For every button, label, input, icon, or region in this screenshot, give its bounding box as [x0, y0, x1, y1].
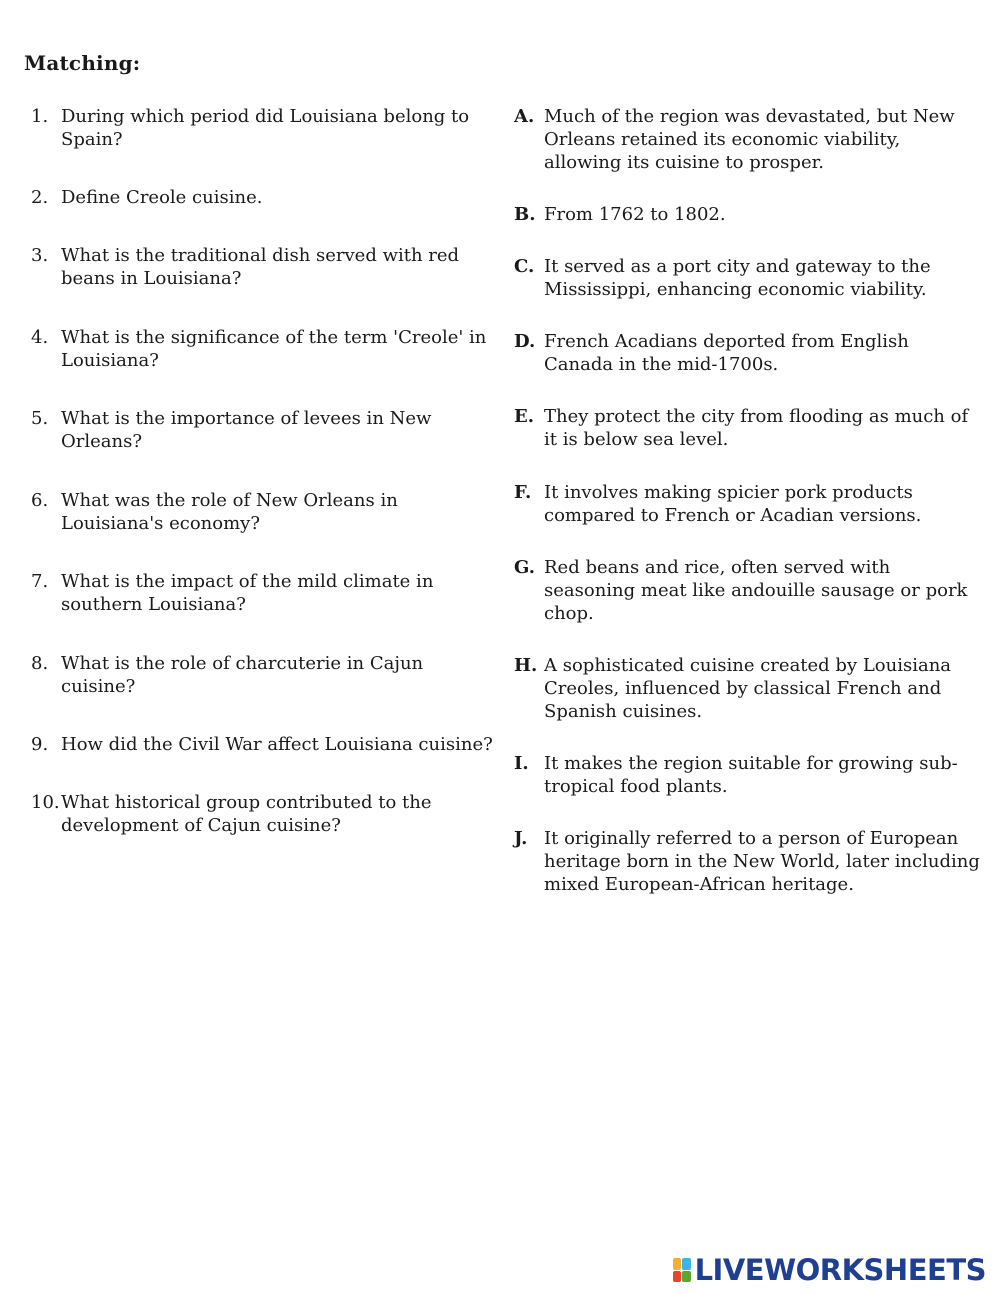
answer-text: From 1762 to 1802. — [544, 204, 726, 225]
answer-text: French Acadians deported from English Canada in the mid-1700s. — [544, 331, 909, 375]
question-number: 9. — [31, 734, 49, 755]
question-number: 2. — [31, 187, 49, 208]
answer-letter: E. — [514, 406, 534, 427]
answer-letter: G. — [514, 557, 535, 578]
answer-text: It originally referred to a person of European heritage born in the New World, later including mixed European-African heritage. — [544, 828, 980, 895]
question-text: What is the significance of the term 'Creole' in Louisiana? — [61, 327, 487, 371]
liveworksheets-brand — [673, 1254, 986, 1286]
answer-text: A sophisticated cuisine created by Louisiana Creoles, influenced by classical French and Spanish cuisines. — [544, 655, 952, 722]
answer-letter: J. — [514, 828, 528, 849]
question-text: What is the importance of levees in New Orleans? — [61, 408, 432, 452]
answer-text: It makes the region suitable for growing sub-tropical food plants. — [544, 753, 958, 797]
question-text: What was the role of New Orleans in Louisiana's economy? — [61, 490, 398, 534]
answer-letter: H. — [514, 655, 538, 676]
question-number: 5. — [31, 408, 49, 429]
answer-letter: F. — [514, 482, 532, 503]
brand-name: LIVEWORKSHEETS — [694, 1253, 986, 1287]
answer-text: Much of the region was devastated, but New Orleans retained its economic viability, allowing its cuisine to prosper. — [544, 106, 955, 173]
question-text: During which period did Louisiana belong to Spain? — [61, 106, 470, 150]
question-text: What is the impact of the mild climate in southern Louisiana? — [61, 571, 434, 615]
answer-text: Red beans and rice, often served with seasoning meat like andouille sausage or pork chop. — [544, 557, 968, 624]
answer-letter: I. — [514, 753, 529, 774]
answer-letter: B. — [514, 204, 536, 225]
question-text: What is the role of charcuterie in Cajun cuisine? — [61, 653, 424, 697]
answer-text: It served as a port city and gateway to the Mississippi, enhancing economic viability. — [544, 256, 931, 300]
question-number: 3. — [31, 245, 49, 266]
answer-letter: D. — [514, 331, 536, 352]
question-number: 1. — [31, 106, 49, 127]
question-number: 10. — [31, 792, 60, 813]
question-number: 6. — [31, 490, 49, 511]
answer-text: It involves making spicier pork products compared to French or Acadian versions. — [544, 482, 922, 526]
answer-letter: C. — [514, 256, 535, 277]
worksheet-heading: Matching: — [24, 51, 141, 75]
question-text: What is the traditional dish served with red beans in Louisiana? — [61, 245, 460, 289]
question-text: Define Creole cuisine. — [61, 187, 263, 208]
liveworksheets-logo-icon — [673, 1258, 691, 1282]
question-number: 4. — [31, 327, 49, 348]
question-text: How did the Civil War affect Louisiana cuisine? — [61, 734, 493, 755]
question-number: 7. — [31, 571, 49, 592]
answer-text: They protect the city from flooding as much of it is below sea level. — [544, 406, 969, 450]
question-text: What historical group contributed to the development of Cajun cuisine? — [61, 792, 432, 836]
question-number: 8. — [31, 653, 49, 674]
answer-letter: A. — [514, 106, 535, 127]
